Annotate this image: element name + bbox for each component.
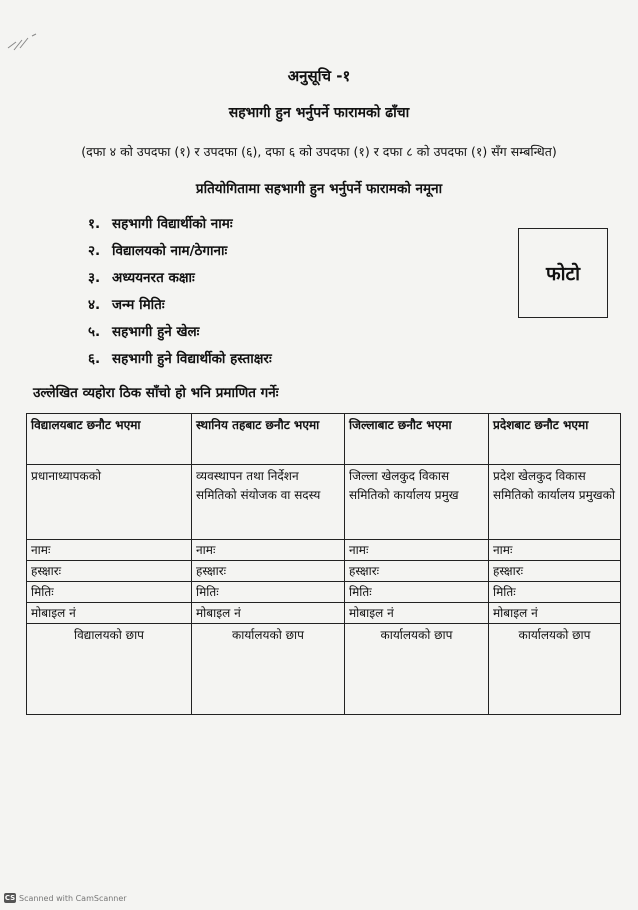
role-cell: प्रदेश खेलकुद विकास समितिको कार्यालय प्रमुखको [489,465,621,540]
mobile-cell: मोबाइल नं [345,603,489,624]
scanner-footer [4,893,127,903]
verification-table [26,413,621,715]
seal-cell-office: कार्यालयको छाप [489,624,621,715]
mobile-cell: मोबाइल नं [489,603,621,624]
name-cell: नामः [489,540,621,561]
name-cell: नामः [27,540,192,561]
table-row [27,603,621,624]
signature-cell: हस्क्षारः [345,561,489,582]
date-cell: मितिः [345,582,489,603]
photo-box: फोटो [518,228,608,318]
role-cell: जिल्ला खेलकुद विकास समितिको कार्यालय प्रमुख [345,465,489,540]
signature-cell: हस्क्षारः [489,561,621,582]
signature-cell: हस्क्षारः [27,561,192,582]
mobile-cell: मोबाइल नं [27,603,192,624]
date-cell: मितिः [489,582,621,603]
seal-cell-office: कार्यालयको छाप [345,624,489,715]
name-cell: नामः [192,540,345,561]
date-cell: मितिः [27,582,192,603]
table-row [27,624,621,715]
role-cell: प्रधानाध्यापकको [27,465,192,540]
mobile-cell: मोबाइल नं [192,603,345,624]
signature-cell: हस्क्षारः [192,561,345,582]
header-province: प्रदेशबाट छनौट भएमा [489,414,621,465]
field-student-name: १. सहभागी विद्यार्थीको नामः [88,216,233,232]
seal-cell-office: कार्यालयको छाप [192,624,345,715]
table-row [27,540,621,561]
field-sport: ५. सहभागी हुने खेलः [88,324,200,340]
form-subtitle: प्रतियोगितामा सहभागी हुन भर्नुपर्ने फारामको नमूना [195,181,443,197]
schedule-heading: अनुसूचि -१ [287,67,351,85]
table-row [27,561,621,582]
corner-mark [6,30,44,52]
scanner-text: Scanned with CamScanner [19,893,127,903]
participant-fields [88,214,272,376]
name-cell: नामः [345,540,489,561]
role-cell: व्यवस्थापन तथा निर्देशन समितिको संयोजक वा सदस्य [192,465,345,540]
table-header-row [27,414,621,465]
form-title: सहभागी हुन भर्नुपर्ने फारामको ढाँचा [228,105,410,121]
certification-statement: उल्लेखित व्यहोरा ठिक साँचो हो भनि प्रमाणित गर्नेः [33,385,279,401]
field-school-address: २. विद्यालयको नाम/ठेगानाः [88,243,228,259]
table-row [27,465,621,540]
field-birth-date: ४. जन्म मितिः [88,297,165,313]
table-row [27,582,621,603]
field-class: ३. अध्ययनरत कक्षाः [88,270,195,286]
field-signature: ६. सहभागी हुने विद्यार्थीको हस्ताक्षरः [88,351,272,367]
camscanner-logo: CS [4,894,16,902]
header-school: विद्यालयबाट छनौट भएमा [27,414,192,465]
header-local-level: स्थानिय तहबाट छनौट भएमा [192,414,345,465]
reference-text: (दफा ४ को उपदफा (१) र उपदफा (६), दफा ६ को उपदफा (१) र दफा ८ को उपदफा (१) सँग सम्बन्धित) [81,144,557,159]
header-district: जिल्लाबाट छनौट भएमा [345,414,489,465]
seal-cell-school: विद्यालयको छाप [27,624,192,715]
date-cell: मितिः [192,582,345,603]
